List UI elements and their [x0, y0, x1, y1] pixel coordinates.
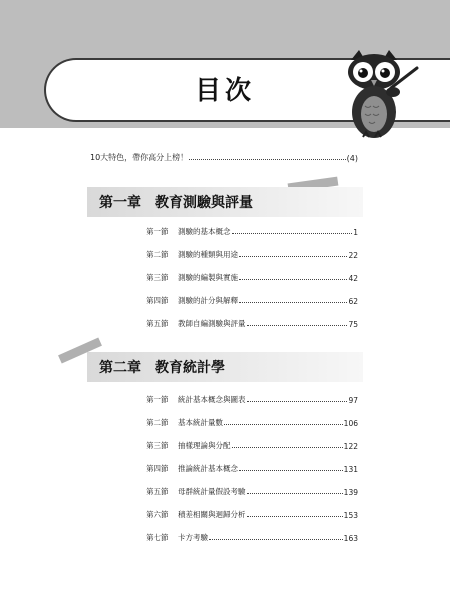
toc-entry[interactable] [146, 483, 358, 497]
toc-entry[interactable] [146, 506, 358, 520]
section-title: 統計基本概念與圖表 [178, 395, 246, 404]
section-title: 基本統計量數 [178, 418, 223, 427]
chapter-heading-2[interactable] [87, 352, 363, 382]
section-title: 母群統計量假設考驗 [178, 487, 246, 496]
section-number: 第二節 [146, 418, 169, 427]
toc-entry[interactable] [146, 223, 358, 237]
intro-page: (4) [346, 154, 358, 163]
page-number: 22 [348, 251, 358, 260]
dot-leader [247, 493, 343, 494]
page-number: 62 [348, 297, 358, 306]
toc-entry[interactable] [146, 460, 358, 474]
dot-leader [189, 159, 345, 160]
dot-leader [232, 233, 353, 234]
section-title: 測驗的編製與實施 [178, 273, 238, 282]
toc-entry[interactable] [146, 529, 358, 543]
toc-entry[interactable] [146, 292, 358, 306]
dot-leader [209, 539, 343, 540]
toc-entry[interactable] [146, 391, 358, 405]
dot-leader [232, 447, 343, 448]
section-title: 積差相關與迴歸分析 [178, 510, 246, 519]
section-title: 測驗的種類與用途 [178, 250, 238, 259]
page-number: 131 [343, 465, 358, 474]
page-number: 106 [343, 419, 358, 428]
page-title: 目次 [194, 76, 255, 106]
intro-label: 10大特色，帶你高分上榜！ [90, 153, 189, 162]
page-number: 42 [348, 274, 358, 283]
chapter-title: 第二章 教育統計學 [99, 360, 225, 376]
dot-leader [247, 325, 348, 326]
section-number: 第六節 [146, 510, 169, 519]
toc-entry[interactable] [146, 437, 358, 451]
section-number: 第四節 [146, 464, 169, 473]
dot-leader [224, 424, 343, 425]
dot-leader [239, 302, 347, 303]
section-number: 第二節 [146, 250, 169, 259]
toc-entry[interactable] [146, 246, 358, 260]
section-number: 第一節 [146, 395, 169, 404]
section-title: 推論統計基本概念 [178, 464, 238, 473]
page-number: 163 [343, 534, 358, 543]
chapter-title: 第一章 教育測驗與評量 [99, 195, 253, 211]
page-number: 1 [353, 228, 358, 237]
section-number: 第七節 [146, 533, 169, 542]
section-number: 第三節 [146, 441, 169, 450]
page-number: 97 [348, 396, 358, 405]
page-number: 139 [343, 488, 358, 497]
page-number: 122 [343, 442, 358, 451]
toc-entry[interactable] [146, 414, 358, 428]
dot-leader [247, 516, 343, 517]
section-title: 抽樣理論與分配 [178, 441, 231, 450]
section-title: 卡方考驗 [178, 533, 208, 542]
section-title: 測驗的計分與解釋 [178, 296, 238, 305]
section-number: 第三節 [146, 273, 169, 282]
dot-leader [239, 256, 347, 257]
toc-entry[interactable] [146, 315, 358, 329]
owl-icon [343, 48, 421, 138]
dot-leader [247, 401, 348, 402]
dot-leader [239, 470, 343, 471]
section-title: 教師自編測驗與評量 [178, 319, 246, 328]
chapter-heading-1[interactable] [87, 187, 363, 217]
page-number: 153 [343, 511, 358, 520]
section-number: 第五節 [146, 319, 169, 328]
dot-leader [239, 279, 347, 280]
page-number: 75 [348, 320, 358, 329]
section-number: 第一節 [146, 227, 169, 236]
section-number: 第五節 [146, 487, 169, 496]
toc-intro-entry[interactable] [90, 149, 358, 163]
toc-entry[interactable] [146, 269, 358, 283]
section-number: 第四節 [146, 296, 169, 305]
section-title: 測驗的基本概念 [178, 227, 231, 236]
